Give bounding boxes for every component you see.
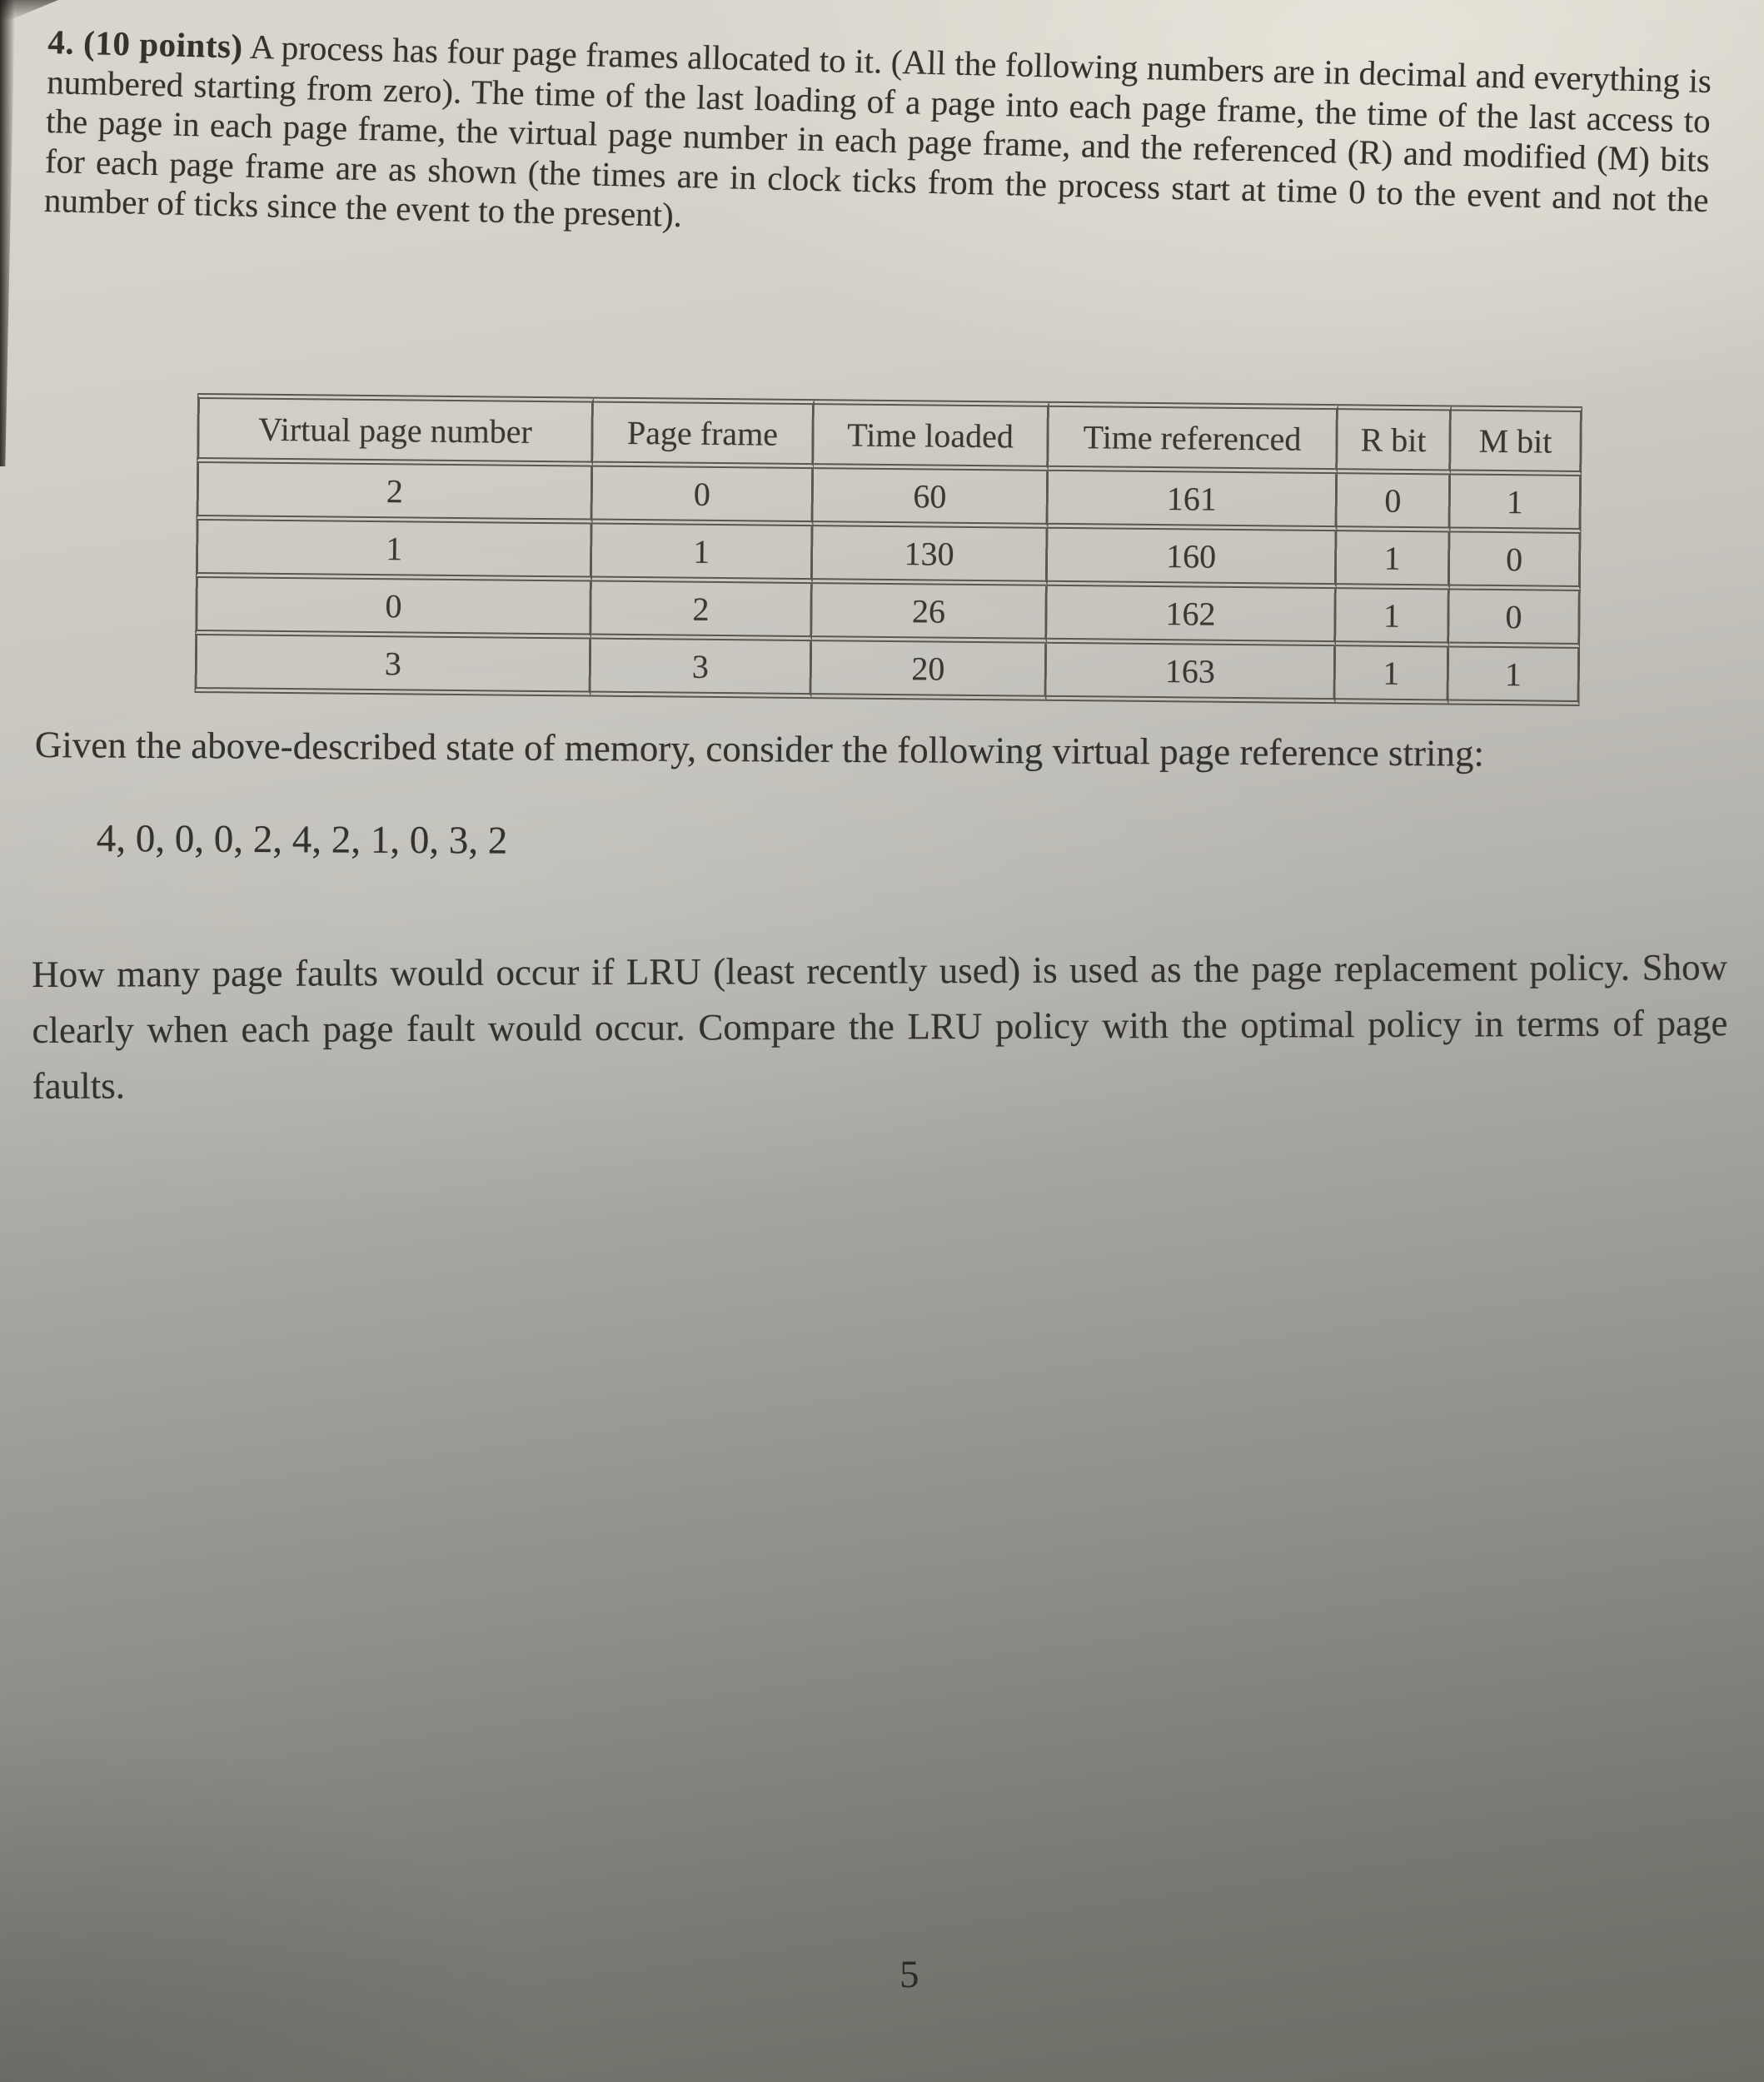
table-cell: 3 (195, 635, 592, 697)
page-number: 5 (899, 1953, 919, 1996)
table-row (195, 635, 1581, 706)
table-cell: 1 (1450, 475, 1582, 534)
photo-corner-shadow (0, 0, 58, 22)
table-cell: 0 (1450, 532, 1582, 591)
table-cell: 26 (812, 584, 1048, 644)
table-cell: 130 (813, 526, 1049, 586)
table-cell: 20 (812, 641, 1048, 701)
item-number-label: 4. (10 points) (47, 22, 244, 66)
table-cell: 0 (1449, 590, 1581, 649)
table-cell: 1 (1337, 531, 1451, 590)
header-page-frame: Page frame (593, 397, 815, 470)
table-cell: 161 (1048, 471, 1338, 531)
header-r-bit: R bit (1338, 404, 1452, 475)
reference-string: 4, 0, 0, 0, 2, 4, 2, 1, 0, 3, 2 (96, 817, 508, 863)
table-cell: 2 (197, 463, 594, 525)
table-cell: 1 (196, 520, 593, 582)
table-cell: 163 (1046, 644, 1336, 704)
given-statement: Given the above-described state of memory, consider the following virtual page reference string: (34, 724, 1485, 775)
table-cell: 3 (591, 640, 813, 700)
table-cell: 2 (591, 582, 813, 642)
header-virtual-page-number: Virtual page number (197, 393, 594, 467)
table-cell: 0 (195, 578, 592, 640)
table-cell: 0 (593, 467, 815, 527)
header-time-referenced: Time referenced (1049, 401, 1338, 474)
table-cell: 1 (1448, 647, 1580, 706)
header-time-loaded: Time loaded (814, 399, 1049, 471)
table-cell: 1 (592, 525, 814, 585)
table-cell: 1 (1335, 646, 1449, 705)
table-cell: 60 (813, 469, 1049, 529)
question-prompt: How many page faults would occur if LRU (least recently used) is used as the page replacement policy. Show clearly when each page fault would occur. Compare the LRU policy with the optimal policy in terms of page faults. (32, 946, 1728, 1107)
photo-edge-shadow (0, 0, 15, 466)
table-cell: 0 (1337, 474, 1451, 532)
page-frame-table-wrap (195, 393, 1582, 706)
header-m-bit: M bit (1451, 405, 1582, 476)
table-cell: 160 (1048, 529, 1338, 589)
question-intro-text: A process has four page frames allocated to it. (All the following numbers are in decimal and everything is numbered starting from zero). The time of the last loading of a page into each page frame, the time of the last access to the page in each page frame, the virtual page number in each page frame, and the referenced (R) and modified (M) bits for each page frame are as shown (the times are in clock ticks from the process start at time 0 to the event and not the number of ticks since the event to the present). (43, 27, 1712, 234)
page-frame-table (195, 393, 1582, 706)
table-cell: 162 (1047, 586, 1337, 646)
question-intro-paragraph (43, 22, 1712, 260)
table-header-row (197, 393, 1582, 476)
table-cell: 1 (1336, 589, 1450, 647)
